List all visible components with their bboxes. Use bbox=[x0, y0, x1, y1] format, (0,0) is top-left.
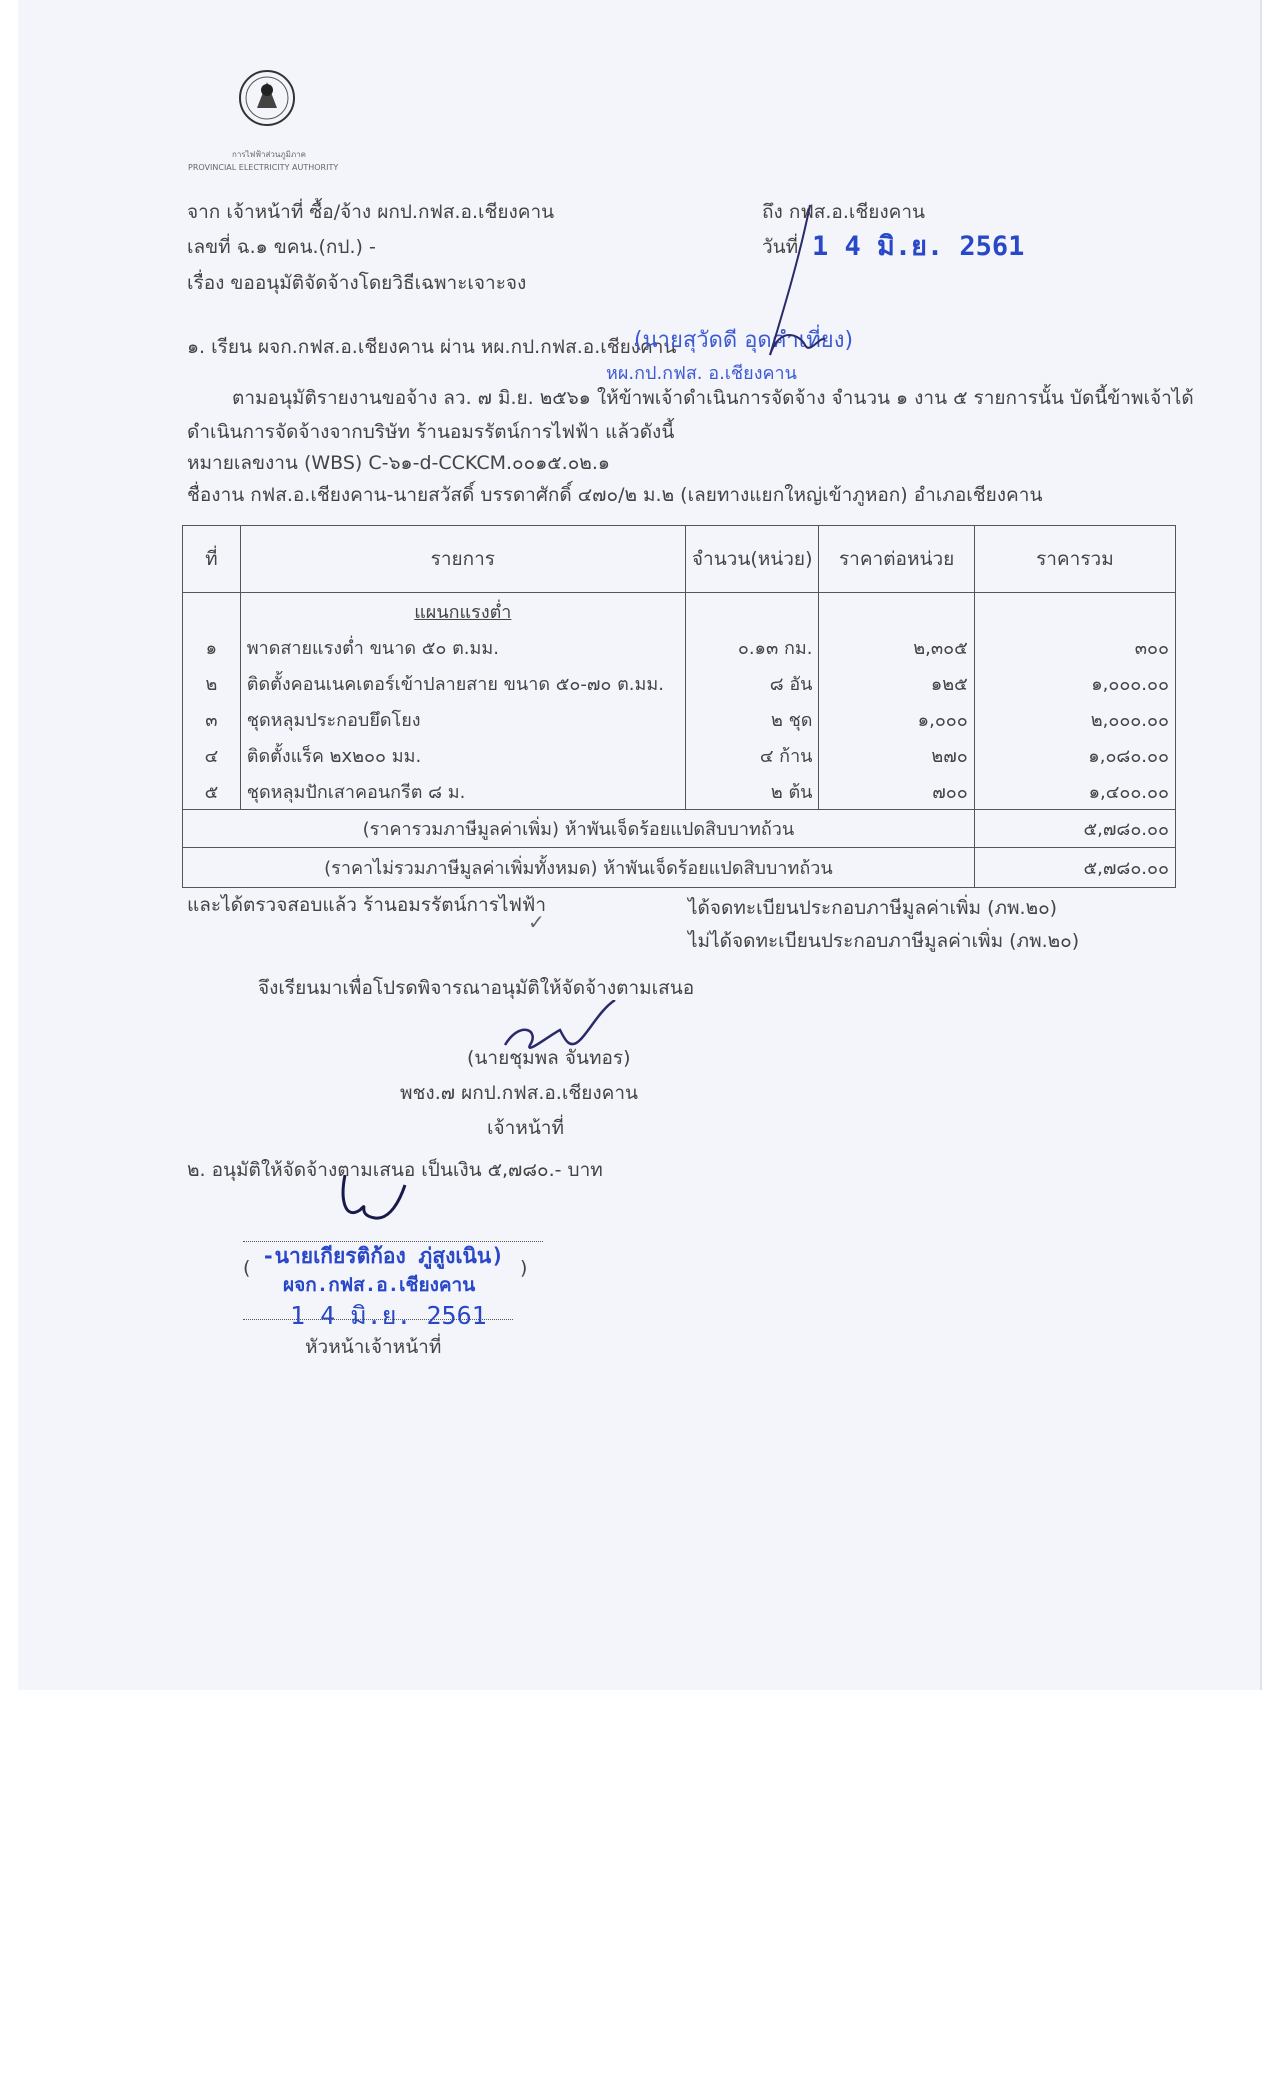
approver-name-stamp: -นายเกียรติก้อง ภู่สูงเนิน) bbox=[262, 1244, 504, 1268]
row-total: ๑,๐๘๐.๐๐ bbox=[974, 737, 1175, 773]
salutation: ๑. เรียน ผจก.กฟส.อ.เชียงคาน ผ่าน หผ.กป.กฟส.อ.เชียงคาน bbox=[187, 336, 677, 358]
approver-signature bbox=[335, 1170, 415, 1230]
row-qty: ๐.๑๓ กม. bbox=[685, 629, 819, 665]
body-line-2: ดำเนินการจัดจ้างจากบริษัท ร้านอมรรัตน์การไฟฟ้า แล้วดังนี้ bbox=[187, 421, 675, 443]
body-line-3: หมายเลขงาน (WBS) C-๖๑-d-CCKCM.๐๐๑๕.๐๒.๑ bbox=[187, 452, 610, 474]
col-header-item: รายการ bbox=[240, 526, 685, 593]
row-unit-price: ๒,๓๐๕ bbox=[819, 629, 974, 665]
approval-date-stamp: 1 4 มิ.ย. 2561 bbox=[290, 1301, 487, 1330]
row-unit-price: ๑,๐๐๐ bbox=[819, 701, 974, 737]
section-row bbox=[183, 593, 1176, 630]
sum-excl-vat-row bbox=[183, 848, 1176, 888]
row-no: ๓ bbox=[183, 701, 241, 737]
col-header-qty: จำนวน(หน่วย) bbox=[685, 526, 819, 593]
sum-incl-vat-label: (ราคารวมภาษีมูลค่าเพิ่ม) ห้าพันเจ็ดร้อยแปดสิบบาทถ้วน bbox=[183, 810, 975, 848]
row-item: ติดตั้งแร็ค ๒x๒๐๐ มม. bbox=[240, 737, 685, 773]
row-qty: ๒ ต้น bbox=[685, 773, 819, 810]
logo-thai-text: การไฟฟ้าส่วนภูมิภาค bbox=[232, 150, 306, 159]
body-line-1: ตามอนุมัติรายงานขอจ้าง ลว. ๗ มิ.ย. ๒๕๖๑ ให้ข้าพเจ้าดำเนินการจัดจ้าง จำนวน ๑ งาน ๕ รายการนั้น บัดนี้ข้าพเจ้าได้ bbox=[232, 387, 1194, 409]
vat-checked-by: และได้ตรวจสอบแล้ว ร้านอมรรัตน์การไฟฟ้า bbox=[187, 894, 547, 916]
row-unit-price: ๒๗๐ bbox=[819, 737, 974, 773]
row-no: ๕ bbox=[183, 773, 241, 810]
row-qty: ๘ อัน bbox=[685, 665, 819, 701]
pea-emblem-icon bbox=[237, 68, 297, 128]
row-total: ๓๐๐ bbox=[974, 629, 1175, 665]
paren-open: ( bbox=[243, 1257, 251, 1279]
request-line: จึงเรียนมาเพื่อโปรดพิจารณาอนุมัติให้จัดจ้างตามเสนอ bbox=[258, 977, 695, 999]
header-from: จาก เจ้าหน้าที่ ซื้อ/จ้าง ผกป.กฟส.อ.เชียงคาน bbox=[187, 201, 555, 223]
row-item: ชุดหลุมปักเสาคอนกรีต ๘ ม. bbox=[240, 773, 685, 810]
approver-title-stamp: หผ.กป.กฟส. อ.เชียงคาน bbox=[606, 363, 797, 384]
header-number: เลขที่ ฉ.๑ ขคน.(กป.) - bbox=[187, 236, 376, 258]
approver-role: หัวหน้าเจ้าหน้าที่ bbox=[305, 1336, 442, 1358]
sum-excl-vat-label: (ราคาไม่รวมภาษีมูลค่าเพิ่มทั้งหมด) ห้าพันเจ็ดร้อยแปดสิบบาทถ้วน bbox=[183, 848, 975, 888]
row-item: ติดตั้งคอนเนคเตอร์เข้าปลายสาย ขนาด ๕๐-๗๐ ต.มม. bbox=[240, 665, 685, 701]
reviewer-signature bbox=[740, 195, 840, 375]
table-row bbox=[183, 737, 1176, 773]
row-unit-price: ๑๒๕ bbox=[819, 665, 974, 701]
officer-name: (นายชุมพล จันทอร) bbox=[467, 1047, 631, 1069]
table-row bbox=[183, 629, 1176, 665]
sum-incl-vat-row bbox=[183, 810, 1176, 848]
sum-excl-vat-value: ๕,๗๘๐.๐๐ bbox=[974, 848, 1175, 888]
header-subject: เรื่อง ขออนุมัติจัดจ้างโดยวิธีเฉพาะเจาะจง bbox=[187, 272, 527, 294]
date-stamp: 1 4 มิ.ย. 2561 bbox=[812, 231, 1025, 262]
row-item: ชุดหลุมประกอบยึดโยง bbox=[240, 701, 685, 737]
col-header-no: ที่ bbox=[183, 526, 241, 593]
row-qty: ๒ ชุด bbox=[685, 701, 819, 737]
check-mark-icon: ✓ bbox=[528, 910, 545, 934]
approver-title-stamp: ผจก.กฟส.อ.เชียงคาน bbox=[283, 1274, 476, 1296]
section-label: แผนกแรงต่ำ bbox=[240, 593, 685, 630]
table-row bbox=[183, 665, 1176, 701]
sum-incl-vat-value: ๕,๗๘๐.๐๐ bbox=[974, 810, 1175, 848]
row-qty: ๔ ก้าน bbox=[685, 737, 819, 773]
header-date-label: วันที่ bbox=[762, 236, 799, 258]
col-header-unit-price: ราคาต่อหน่วย bbox=[819, 526, 974, 593]
row-no: ๔ bbox=[183, 737, 241, 773]
paren-close: ) bbox=[520, 1257, 528, 1279]
table-row bbox=[183, 773, 1176, 810]
officer-role: เจ้าหน้าที่ bbox=[487, 1117, 565, 1139]
table-row bbox=[183, 701, 1176, 737]
row-unit-price: ๗๐๐ bbox=[819, 773, 974, 810]
row-total: ๑,๔๐๐.๐๐ bbox=[974, 773, 1175, 810]
row-total: ๑,๐๐๐.๐๐ bbox=[974, 665, 1175, 701]
row-no: ๑ bbox=[183, 629, 241, 665]
officer-position: พชง.๗ ผกป.กฟส.อ.เชียงคาน bbox=[400, 1082, 639, 1104]
body-line-4: ชื่องาน กฟส.อ.เชียงคาน-นายสวัสดิ์ บรรดาศักดิ์ ๔๗๐/๒ ม.๒ (เลยทางแยกใหญ่เข้าภูหอก) อำเภอเชียงคาน bbox=[187, 484, 1043, 506]
row-total: ๒,๐๐๐.๐๐ bbox=[974, 701, 1175, 737]
date-line bbox=[243, 1318, 513, 1320]
logo-english-text: PROVINCIAL ELECTRICITY AUTHORITY bbox=[188, 163, 339, 172]
table-header-row bbox=[183, 526, 1176, 593]
approver-name-stamp: (นายสุวัดดี อุดคำเที่ยง) bbox=[634, 328, 854, 353]
items-table bbox=[182, 525, 1176, 888]
row-no: ๒ bbox=[183, 665, 241, 701]
header-to: ถึง กฟส.อ.เชียงคาน bbox=[762, 201, 926, 223]
row-item: พาดสายแรงต่ำ ขนาด ๕๐ ต.มม. bbox=[240, 629, 685, 665]
approval-text: ๒. อนุมัติให้จัดจ้างตามเสนอ เป็นเงิน ๕,๗๘๐.- บาท bbox=[187, 1159, 603, 1181]
vat-option-not-registered: ไม่ได้จดทะเบียนประกอบภาษีมูลค่าเพิ่ม (ภพ.๒๐) bbox=[688, 930, 1080, 952]
col-header-total: ราคารวม bbox=[974, 526, 1175, 593]
vat-option-registered: ได้จดทะเบียนประกอบภาษีมูลค่าเพิ่ม (ภพ.๒๐) bbox=[688, 897, 1058, 919]
